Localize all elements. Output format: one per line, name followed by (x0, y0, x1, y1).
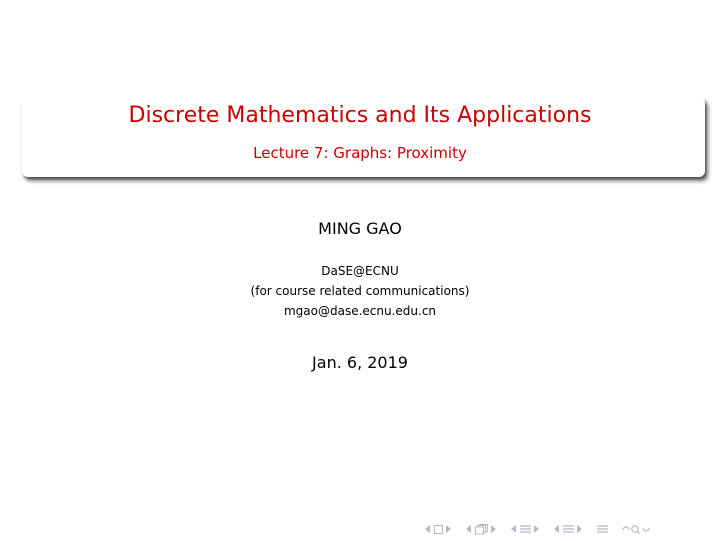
slide-subtitle: Lecture 7: Graphs: Proximity (253, 144, 467, 162)
nav-search-icon[interactable] (622, 524, 650, 534)
slide-title: Discrete Mathematics and Its Applications (128, 103, 592, 128)
nav-next-frame-icon[interactable] (491, 525, 497, 533)
nav-next-slide-icon[interactable] (446, 525, 452, 533)
nav-subsection-group (511, 524, 540, 534)
nav-prev-frame-icon[interactable] (466, 525, 472, 533)
nav-prev-slide-icon[interactable] (425, 525, 431, 533)
nav-slide-icon[interactable] (434, 525, 443, 534)
nav-frame-icon[interactable] (475, 524, 488, 535)
author-name: MING GAO (318, 219, 402, 238)
beamer-navigation-bar (425, 522, 650, 536)
slide-date: Jan. 6, 2019 (312, 353, 408, 372)
nav-frame-group (466, 524, 497, 535)
nav-align-icon[interactable] (597, 524, 608, 534)
institute-line: DaSE@ECNU (321, 264, 399, 278)
institute-line: (for course related communications) (250, 284, 470, 298)
nav-section-icon[interactable] (563, 524, 574, 534)
nav-slide-group (425, 525, 452, 534)
nav-prev-subsection-icon[interactable] (511, 525, 517, 533)
nav-prev-section-icon[interactable] (554, 525, 560, 533)
nav-next-section-icon[interactable] (577, 525, 583, 533)
nav-subsection-icon[interactable] (520, 524, 531, 534)
nav-section-group (554, 524, 583, 534)
contact-email: mgao@dase.ecnu.edu.cn (283, 304, 437, 318)
nav-next-subsection-icon[interactable] (534, 525, 540, 533)
